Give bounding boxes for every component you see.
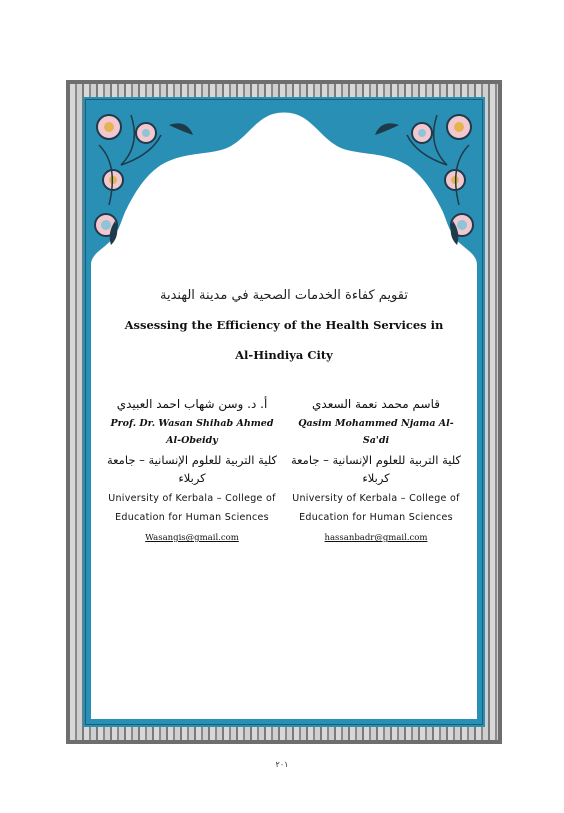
author-right-block xyxy=(287,397,465,543)
decorative-frame xyxy=(66,80,502,744)
author-right-affiliation-english: University of Kerbala – College of Education for Human Sciences xyxy=(292,493,460,523)
text-area xyxy=(91,105,477,719)
author-left-affiliation-arabic: كلية التربية للعلوم الإنسانية – جامعة كربلاء xyxy=(106,453,278,485)
author-left-affiliation-english: University of Kerbala – College of Education for Human Sciences xyxy=(108,493,276,523)
author-right-name-arabic: قاسم محمد نعمة السعدي xyxy=(312,397,440,411)
title-english-line1: Assessing the Efficiency of the Health Services in xyxy=(124,318,444,332)
author-left-name-english: Prof. Dr. Wasan Shihab Ahmed Al-Obeidy xyxy=(110,418,274,446)
title-english-line2: Al-Hindiya City xyxy=(235,348,333,362)
author-left-block xyxy=(103,397,281,543)
author-left-email[interactable]: Wasangis@gmail.com xyxy=(145,533,239,543)
author-right-name-english: Qasim Mohammed Njama Al-Sa'di xyxy=(298,418,454,446)
title-arabic: تقويم كفاءة الخدمات الصحية في مدينة الهندية xyxy=(160,288,408,303)
page-number: ٢٠١ xyxy=(275,760,289,769)
author-left-name-arabic: أ. د. وسن شهاب احمد العبيدي xyxy=(116,397,268,411)
author-right-email[interactable]: hassanbadr@gmail.com xyxy=(324,533,428,543)
author-right-affiliation-arabic: كلية التربية للعلوم الإنسانية – جامعة كربلاء xyxy=(290,453,462,485)
content-panel xyxy=(91,105,477,719)
